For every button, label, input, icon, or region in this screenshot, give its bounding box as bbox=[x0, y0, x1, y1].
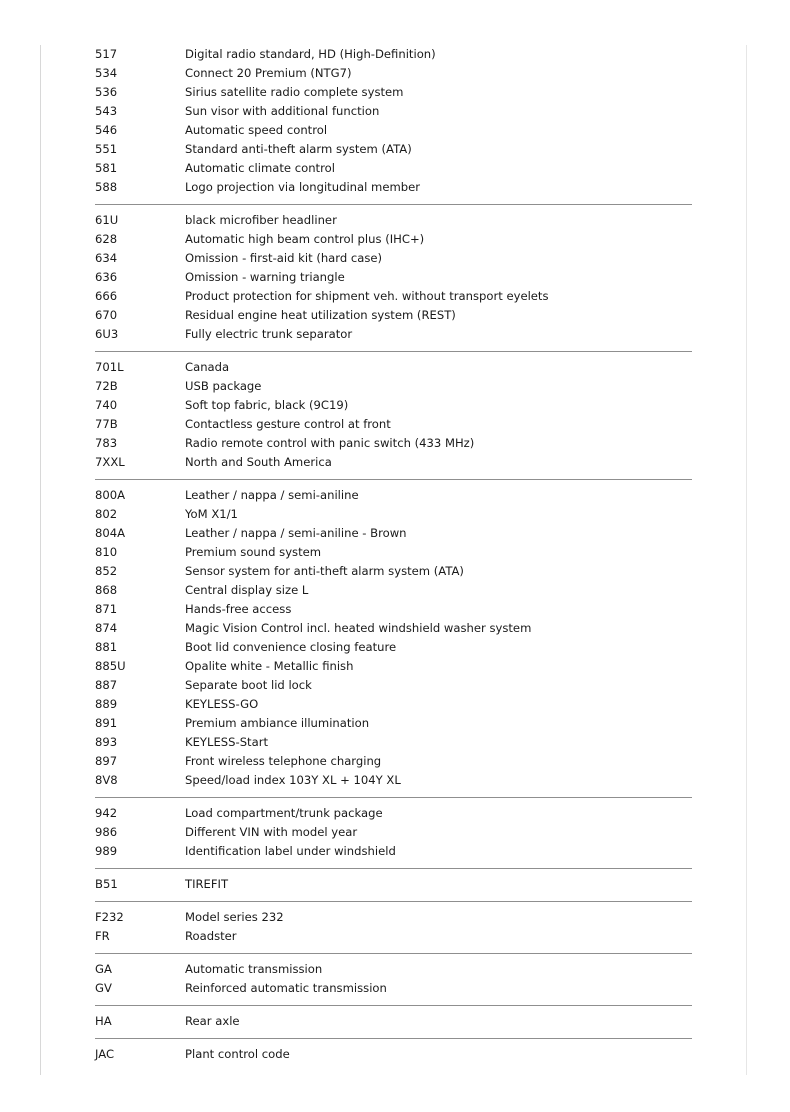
option-code: JAC bbox=[95, 1047, 115, 1061]
option-code: 783 bbox=[95, 436, 118, 450]
option-description: Automatic climate control bbox=[185, 161, 335, 175]
option-row bbox=[95, 771, 692, 790]
option-row bbox=[95, 358, 692, 377]
option-code: F232 bbox=[95, 910, 124, 924]
option-description: Automatic speed control bbox=[185, 123, 328, 137]
option-description: Identification label under windshield bbox=[185, 844, 396, 858]
option-code: 6U3 bbox=[95, 327, 119, 341]
option-group bbox=[95, 351, 692, 472]
option-description: Digital radio standard, HD (High-Definition) bbox=[185, 47, 436, 61]
option-row bbox=[95, 64, 692, 83]
option-description: YoM X1/1 bbox=[185, 507, 238, 521]
option-description: black microfiber headliner bbox=[185, 213, 337, 227]
option-row bbox=[95, 733, 692, 752]
option-row bbox=[95, 581, 692, 600]
option-code: 534 bbox=[95, 66, 118, 80]
option-code: 740 bbox=[95, 398, 118, 412]
option-code: 802 bbox=[95, 507, 118, 521]
option-group bbox=[95, 901, 692, 946]
option-row bbox=[95, 960, 692, 979]
option-row bbox=[95, 287, 692, 306]
option-code: 889 bbox=[95, 697, 118, 711]
option-description: Radio remote control with panic switch (433 MHz) bbox=[185, 436, 475, 450]
option-description: Boot lid convenience closing feature bbox=[185, 640, 397, 654]
option-code: 72B bbox=[95, 379, 118, 393]
option-description: Canada bbox=[185, 360, 230, 374]
option-code: 887 bbox=[95, 678, 118, 692]
option-row bbox=[95, 306, 692, 325]
option-code-list bbox=[95, 45, 692, 1064]
option-code: 634 bbox=[95, 251, 118, 265]
option-description: KEYLESS-GO bbox=[185, 697, 259, 711]
option-row bbox=[95, 434, 692, 453]
option-description: Leather / nappa / semi-aniline - Brown bbox=[185, 526, 407, 540]
option-description: Leather / nappa / semi-aniline bbox=[185, 488, 359, 502]
option-group bbox=[95, 1005, 692, 1031]
option-description: KEYLESS-Start bbox=[185, 735, 269, 749]
option-row bbox=[95, 927, 692, 946]
option-row bbox=[95, 804, 692, 823]
option-description: Opalite white - Metallic finish bbox=[185, 659, 354, 673]
option-row bbox=[95, 638, 692, 657]
option-row bbox=[95, 979, 692, 998]
option-description: Speed/load index 103Y XL + 104Y XL bbox=[185, 773, 401, 787]
option-code: 885U bbox=[95, 659, 126, 673]
option-code: B51 bbox=[95, 877, 118, 891]
option-group bbox=[95, 45, 692, 197]
option-code: 536 bbox=[95, 85, 118, 99]
option-row bbox=[95, 45, 692, 64]
option-code: GA bbox=[95, 962, 112, 976]
option-description: Automatic transmission bbox=[185, 962, 323, 976]
option-code: 800A bbox=[95, 488, 126, 502]
option-row bbox=[95, 657, 692, 676]
option-code: 810 bbox=[95, 545, 118, 559]
option-row bbox=[95, 908, 692, 927]
option-description: Sensor system for anti-theft alarm system (ATA) bbox=[185, 564, 464, 578]
option-row bbox=[95, 505, 692, 524]
option-description: Separate boot lid lock bbox=[185, 678, 312, 692]
option-code: 986 bbox=[95, 825, 118, 839]
option-description: Product protection for shipment veh. without transport eyelets bbox=[185, 289, 549, 303]
option-description: Hands-free access bbox=[185, 602, 292, 616]
option-description: Reinforced automatic transmission bbox=[185, 981, 387, 995]
option-group bbox=[95, 204, 692, 344]
option-description: North and South America bbox=[185, 455, 332, 469]
option-description: TIREFIT bbox=[185, 877, 229, 891]
option-group bbox=[95, 479, 692, 790]
option-row bbox=[95, 121, 692, 140]
option-description: Logo projection via longitudinal member bbox=[185, 180, 420, 194]
option-description: Load compartment/trunk package bbox=[185, 806, 383, 820]
option-code: 517 bbox=[95, 47, 118, 61]
option-description: Central display size L bbox=[185, 583, 309, 597]
option-row bbox=[95, 453, 692, 472]
option-row bbox=[95, 325, 692, 344]
option-row bbox=[95, 1045, 692, 1064]
option-description: Standard anti-theft alarm system (ATA) bbox=[185, 142, 412, 156]
option-description: Different VIN with model year bbox=[185, 825, 358, 839]
option-description: Contactless gesture control at front bbox=[185, 417, 391, 431]
option-code: 551 bbox=[95, 142, 118, 156]
option-description: Omission - first-aid kit (hard case) bbox=[185, 251, 383, 265]
option-code: 701L bbox=[95, 360, 124, 374]
option-code: 628 bbox=[95, 232, 118, 246]
option-code: 670 bbox=[95, 308, 118, 322]
option-row bbox=[95, 211, 692, 230]
option-row bbox=[95, 83, 692, 102]
option-description: USB package bbox=[185, 379, 262, 393]
option-code: 874 bbox=[95, 621, 118, 635]
option-code: 581 bbox=[95, 161, 118, 175]
option-description: Soft top fabric, black (9C19) bbox=[185, 398, 349, 412]
option-description: Front wireless telephone charging bbox=[185, 754, 382, 768]
option-code: 636 bbox=[95, 270, 118, 284]
option-code: 666 bbox=[95, 289, 118, 303]
option-row bbox=[95, 268, 692, 287]
option-description: Residual engine heat utilization system (REST) bbox=[185, 308, 456, 322]
option-row bbox=[95, 486, 692, 505]
option-code: 942 bbox=[95, 806, 118, 820]
option-row bbox=[95, 377, 692, 396]
option-row bbox=[95, 562, 692, 581]
option-row bbox=[95, 752, 692, 771]
option-row bbox=[95, 140, 692, 159]
option-code: 852 bbox=[95, 564, 118, 578]
option-description: Premium sound system bbox=[185, 545, 322, 559]
option-code: 871 bbox=[95, 602, 118, 616]
option-group bbox=[95, 797, 692, 861]
option-code: 588 bbox=[95, 180, 118, 194]
option-code: 77B bbox=[95, 417, 118, 431]
option-code: 8V8 bbox=[95, 773, 118, 787]
option-row bbox=[95, 619, 692, 638]
option-row bbox=[95, 230, 692, 249]
option-description: Connect 20 Premium (NTG7) bbox=[185, 66, 352, 80]
option-group bbox=[95, 868, 692, 894]
option-code: 546 bbox=[95, 123, 118, 137]
option-row bbox=[95, 159, 692, 178]
option-code: 7XXL bbox=[95, 455, 125, 469]
option-row bbox=[95, 823, 692, 842]
option-description: Sirius satellite radio complete system bbox=[185, 85, 404, 99]
option-description: Premium ambiance illumination bbox=[185, 716, 370, 730]
option-description: Model series 232 bbox=[185, 910, 284, 924]
option-code: 891 bbox=[95, 716, 118, 730]
option-row bbox=[95, 714, 692, 733]
option-description: Automatic high beam control plus (IHC+) bbox=[185, 232, 425, 246]
option-row bbox=[95, 524, 692, 543]
option-row bbox=[95, 875, 692, 894]
option-group bbox=[95, 1038, 692, 1064]
option-row bbox=[95, 695, 692, 714]
option-row bbox=[95, 396, 692, 415]
option-row bbox=[95, 543, 692, 562]
option-code: HA bbox=[95, 1014, 112, 1028]
option-code: GV bbox=[95, 981, 112, 995]
option-row bbox=[95, 178, 692, 197]
option-description: Magic Vision Control incl. heated windshield washer system bbox=[185, 621, 532, 635]
option-row bbox=[95, 249, 692, 268]
option-row bbox=[95, 102, 692, 121]
option-group bbox=[95, 953, 692, 998]
option-code: 989 bbox=[95, 844, 118, 858]
option-row bbox=[95, 842, 692, 861]
option-code: 61U bbox=[95, 213, 119, 227]
option-row bbox=[95, 1012, 692, 1031]
option-code: 868 bbox=[95, 583, 118, 597]
option-code: FR bbox=[95, 929, 110, 943]
option-description: Fully electric trunk separator bbox=[185, 327, 353, 341]
option-row bbox=[95, 600, 692, 619]
option-code: 804A bbox=[95, 526, 126, 540]
option-code: 881 bbox=[95, 640, 118, 654]
option-description: Plant control code bbox=[185, 1047, 290, 1061]
option-description: Sun visor with additional function bbox=[185, 104, 380, 118]
option-description: Omission - warning triangle bbox=[185, 270, 345, 284]
option-row bbox=[95, 415, 692, 434]
option-code: 893 bbox=[95, 735, 118, 749]
option-description: Rear axle bbox=[185, 1014, 240, 1028]
option-code: 897 bbox=[95, 754, 118, 768]
option-code: 543 bbox=[95, 104, 118, 118]
option-row bbox=[95, 676, 692, 695]
option-description: Roadster bbox=[185, 929, 237, 943]
